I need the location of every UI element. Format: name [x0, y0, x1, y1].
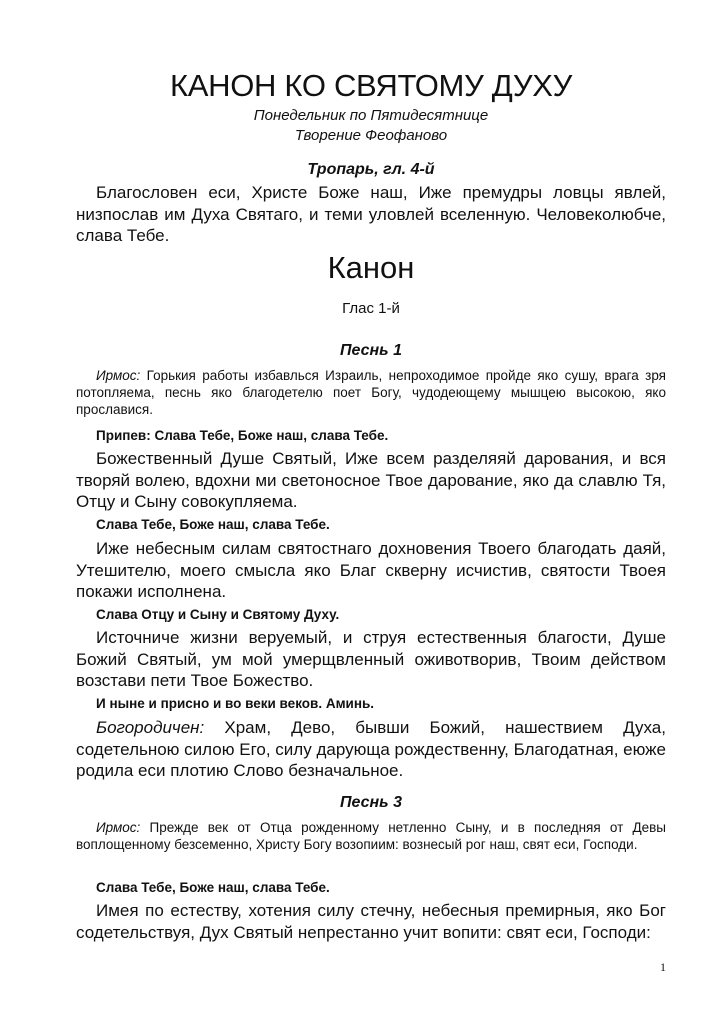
irmos-label: Ирмос:: [96, 820, 141, 835]
canon-heading: Канон: [327, 250, 415, 285]
subtitle-day: Понедельник по Пятидесятнице: [253, 107, 489, 124]
ode1-troparion-2: Иже небесным силам святостнаго дохновения Твоего благодать даяй, Утешителю, моего смысла яко Благ скверну исчистив, святости Твоея покажи исполнена.: [76, 539, 666, 601]
ode1-theotokion: [76, 717, 666, 782]
ode3-troparion-1: Имея по естеству, хотения силу стечну, небесныя премирныя, яко Бог содетельствуя, Дух Святый непрестанно учит вопити: свят еси, Господи:: [76, 901, 666, 942]
irmos-text: Прежде век от Отца рожденному нетленно Сыну, и в последняя от Девы воплощенному безсеменно, Христу Богу возопиим: вознесый рог наш, свят еси, Господи.: [76, 820, 666, 852]
irmos-label: Ирмос:: [96, 368, 141, 383]
subtitle-author: Творение Феофаново: [294, 127, 448, 144]
troparion-text: Благословен еси, Христе Боже наш, Иже премудры ловцы явлей, низпослав им Духа Святаго, и теми уловлей вселенную. Человеколюбче, слава Тебе.: [76, 183, 666, 245]
page-number: 1: [660, 960, 666, 974]
theotokion-label: Богородичен:: [96, 718, 205, 737]
ode1-irmos: [76, 367, 666, 418]
irmos-text: Горькия работы избавлься Израиль, непроходимое пройде яко сушу, врага зря потопляема, песнь яко благодетелю поет Богу, чудодеющему мышцею высокою, яко прославися.: [76, 368, 666, 417]
theotokion-text: Храм, Дево, бывши Божий, нашествием Духа, содетельною силою Его, силу дарующа рождественну, Благодатная, еюже родила еси плотию Слово безначальное.: [76, 718, 666, 780]
ode1-refrain-2: Слава Тебе, Боже наш, слава Тебе.: [96, 517, 330, 532]
ode1-refrain: Припев: Слава Тебе, Боже наш, слава Тебе.: [96, 428, 389, 443]
ode3-irmos: [76, 819, 666, 853]
troparion-heading: Тропарь, гл. 4-й: [307, 161, 435, 178]
ode1-troparion-1: Божественный Душе Святый, Иже всем разделяяй дарования, и вся творяй волею, вдохни ми светоносное Твое дарование, яко да славлю Тя, Отцу и Сыну совокупляема.: [76, 449, 666, 511]
ode3-refrain: Слава Тебе, Боже наш, слава Тебе.: [96, 880, 330, 895]
ode1-now-and-ever: И ныне и присно и во веки веков. Аминь.: [96, 696, 375, 711]
page-title: КАНОН КО СВЯТОМУ ДУХУ: [170, 68, 572, 103]
ode3-heading: Песнь 3: [339, 794, 402, 811]
tone-label: Глас 1-й: [342, 300, 400, 317]
ode1-troparion-3: Источниче жизни веруемый, и струя естественныя благости, Душе Божий Святый, ум мой умерщвленный оживотворив, Твоим действом возстави пети Твое Божество.: [76, 628, 666, 690]
ode1-glory: Слава Отцу и Сыну и Святому Духу.: [96, 607, 340, 622]
ode1-heading: Песнь 1: [339, 342, 402, 359]
